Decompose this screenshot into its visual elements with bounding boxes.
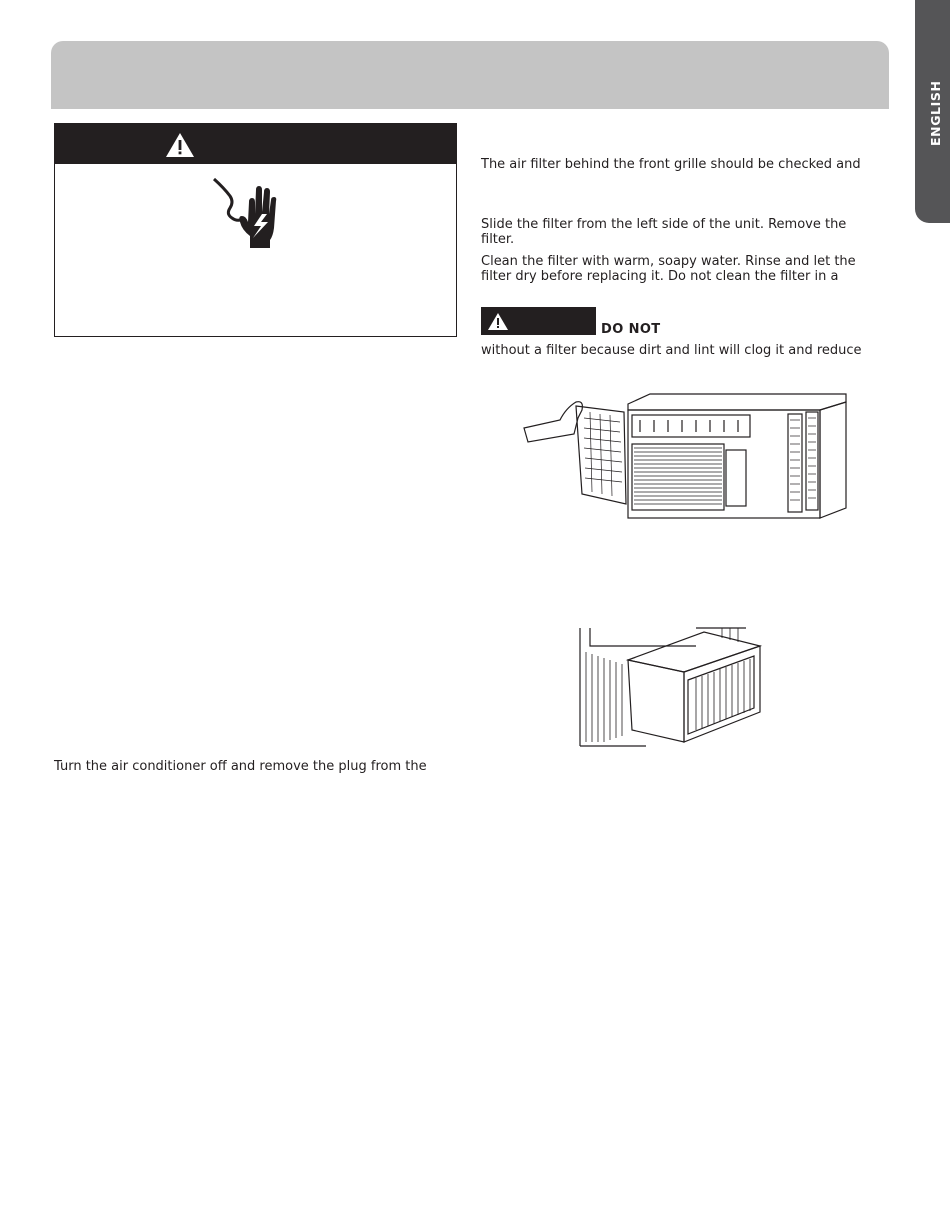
do-not-emphasis: DO NOT bbox=[601, 322, 661, 337]
warning-header bbox=[55, 124, 456, 164]
slide-filter-text-line2: filter. bbox=[481, 232, 515, 247]
filter-removal-illustration bbox=[520, 388, 850, 528]
warning-triangle-icon bbox=[487, 312, 509, 331]
clean-filter-text-line1: Clean the filter with warm, soapy water. Rinse and let the bbox=[481, 254, 856, 269]
caution-text: without a filter because dirt and lint will clog it and reduce bbox=[481, 343, 862, 358]
language-tab-label: ENGLISH bbox=[928, 80, 943, 146]
clean-filter-text-line2: filter dry before replacing it. Do not clean the filter in a bbox=[481, 269, 839, 284]
page-header-bar bbox=[51, 41, 889, 109]
warning-triangle-icon bbox=[165, 132, 195, 158]
caution-badge bbox=[481, 307, 596, 335]
slide-filter-text-line1: Slide the filter from the left side of the unit. Remove the bbox=[481, 217, 847, 232]
window-unit-illustration bbox=[576, 626, 766, 750]
unplug-instruction: Turn the air conditioner off and remove the plug from the bbox=[54, 759, 427, 774]
warning-box bbox=[54, 123, 457, 337]
filter-check-text: The air filter behind the front grille should be checked and bbox=[481, 157, 861, 172]
electrical-shock-hand-icon bbox=[212, 176, 278, 250]
